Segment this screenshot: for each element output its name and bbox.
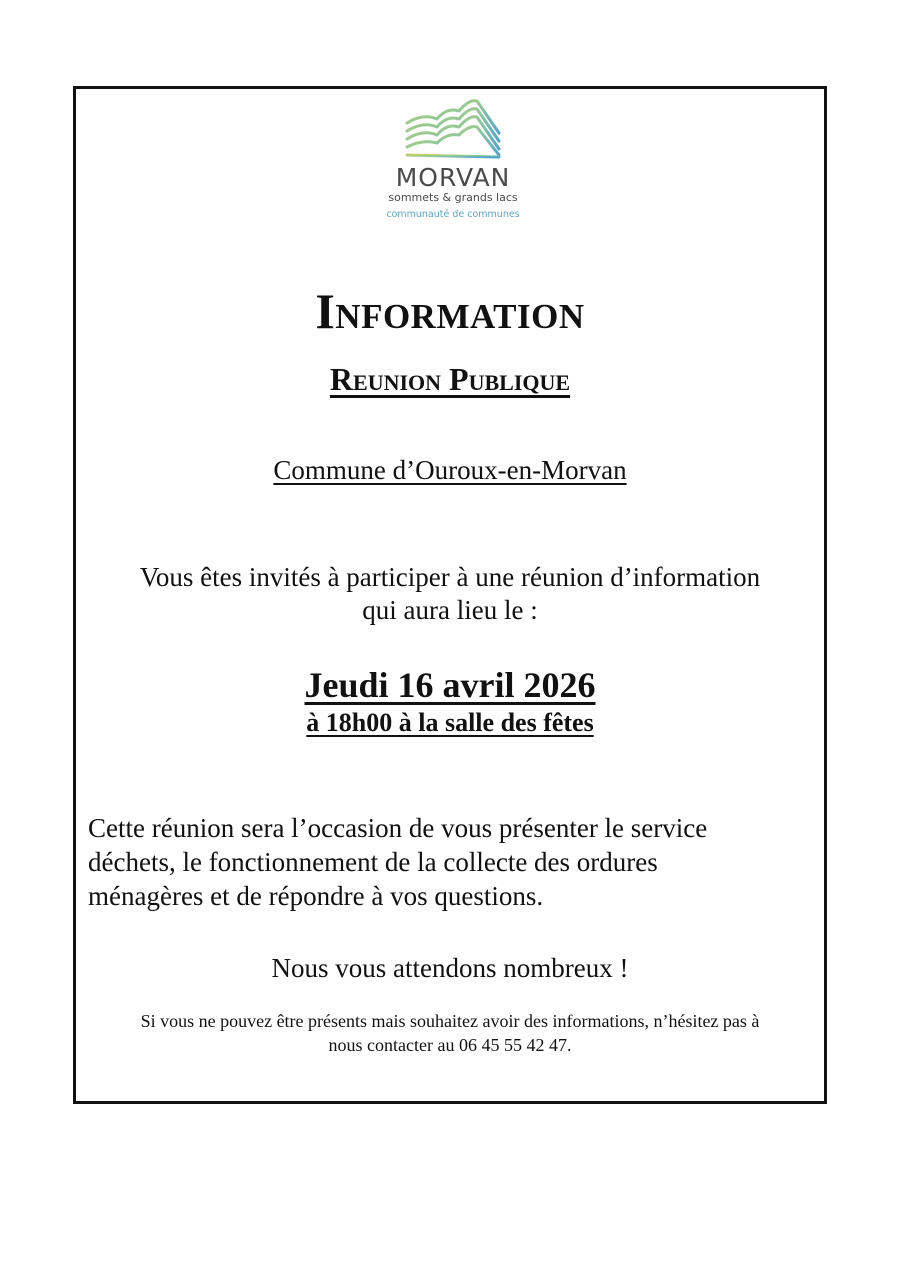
logo-subtitle: communauté de communes	[386, 209, 520, 220]
invitation-line-2: qui aura lieu le :	[362, 595, 538, 625]
closing-text: Nous vous attendons nombreux !	[271, 953, 629, 983]
mountains-icon	[403, 97, 503, 161]
footnote-line-1: Si vous ne pouvez être présents mais souhaitez avoir des informations, n’hésitez pas à	[140, 1011, 760, 1031]
footnote-line-2: nous contacter au 06 45 55 42 47.	[328, 1035, 572, 1055]
event-time-place: à 18h00 à la salle des fêtes	[306, 708, 594, 737]
morvan-logo	[368, 97, 538, 269]
description-line-2: déchets, le fonctionnement de la collecte des ordures	[88, 847, 658, 877]
poster-frame	[73, 86, 827, 1104]
invitation-line-1: Vous êtes invités à participer à une réunion d’information	[139, 562, 761, 592]
description	[88, 811, 808, 913]
description-line-1: Cette réunion sera l’occasion de vous présenter le service	[88, 813, 708, 843]
logo-tagline: sommets & grands lacs	[388, 191, 518, 204]
contact-footnote	[86, 1009, 814, 1057]
description-line-3: ménagères et de répondre à vos questions.	[88, 881, 544, 911]
commune-name: Commune d’Ouroux-en-Morvan	[273, 455, 627, 485]
invitation-text	[76, 561, 824, 627]
page-title: Information	[315, 283, 585, 339]
page-subtitle: Reunion Publique	[329, 361, 571, 397]
event-date: Jeudi 16 avril 2026	[304, 665, 596, 705]
logo-name: MORVAN	[395, 163, 511, 192]
